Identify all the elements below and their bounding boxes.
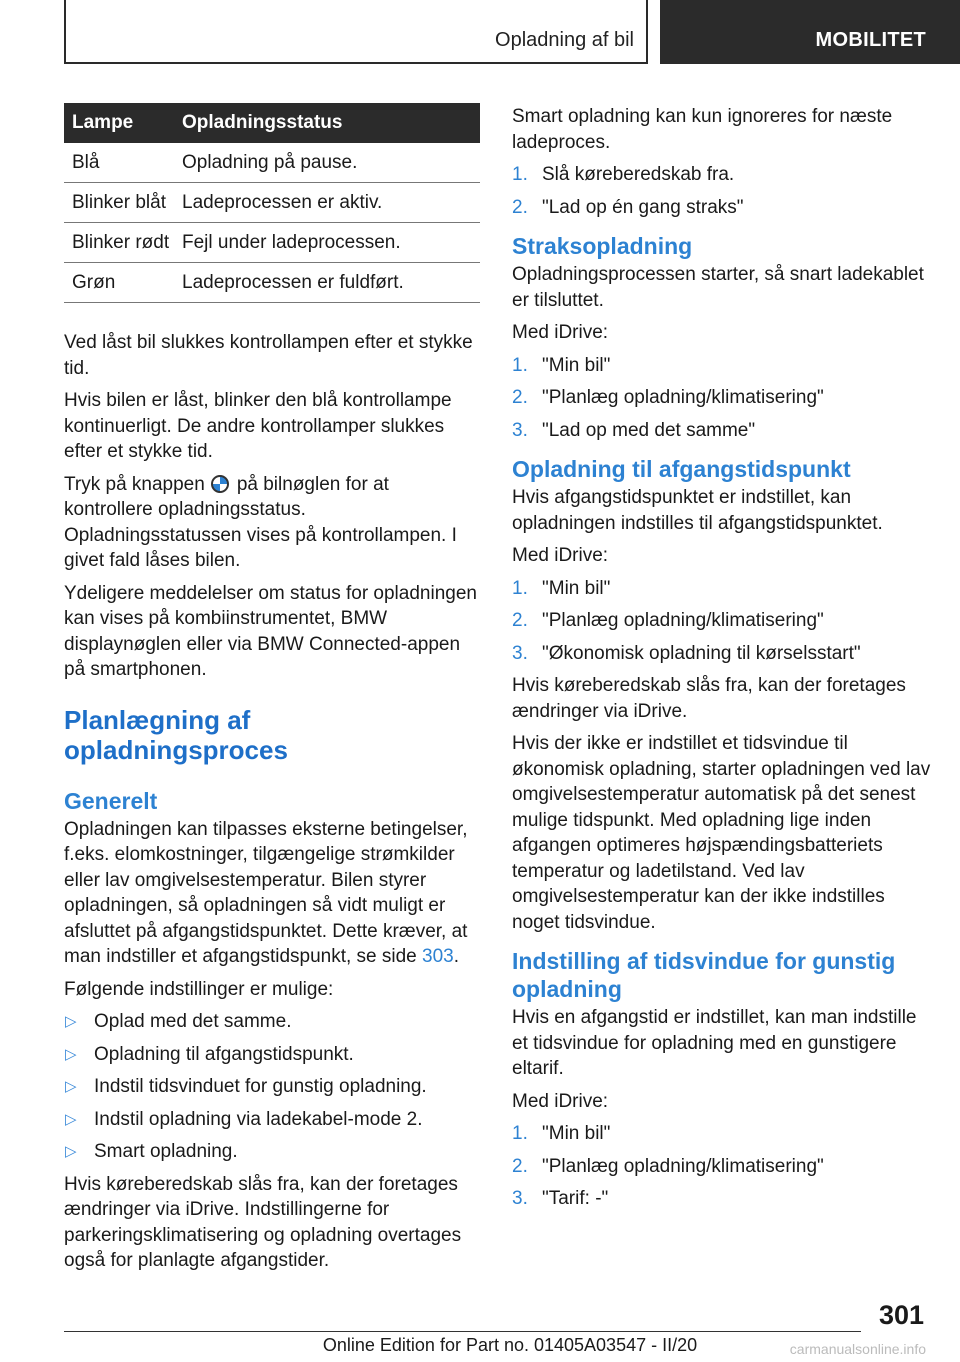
- list-item-text: "Min bil": [542, 354, 611, 376]
- page-number: 301: [878, 1300, 924, 1330]
- list-item: [64, 1074, 480, 1100]
- list-item: [512, 1186, 932, 1212]
- list-item-text: "Min bil": [542, 577, 611, 599]
- paragraph: Hvis køreberedskab slås fra, kan der foretages ændringer via iDrive. Indstillingerne for parkeringsklimatisering og opladning overtages også for planlagte afgangstider.: [64, 1173, 462, 1271]
- list-item: [512, 1121, 932, 1147]
- list-item: [512, 608, 932, 634]
- paragraph: Med iDrive:: [512, 322, 609, 343]
- list-item: [512, 385, 932, 411]
- paragraph: [64, 817, 480, 970]
- list-item-text: "Tarif: -": [542, 1188, 609, 1209]
- paragraph: [64, 472, 480, 574]
- list-item-text: "Min bil": [542, 1123, 611, 1144]
- list-item-text: Opladning til afgangstidspunkt.: [94, 1043, 354, 1065]
- step-number: 3.: [512, 419, 528, 441]
- paragraph: Med iDrive:: [512, 545, 609, 566]
- steps-list: [512, 576, 932, 667]
- table-row: [64, 223, 480, 263]
- heading-afgangstidspunkt: Opladning til afgangstidspunkt: [512, 456, 851, 482]
- list-item-text: Slå køreberedskab fra.: [542, 164, 735, 185]
- list-item-text: Smart opladning.: [94, 1141, 238, 1162]
- heading-planning: Planlægning af opladningsproces: [64, 704, 288, 765]
- table-cell: Blå: [64, 143, 182, 183]
- triangle-right-icon: ▷: [65, 1013, 77, 1030]
- step-number: 2.: [512, 610, 528, 631]
- table-cell: Fejl under ladeprocessen.: [182, 223, 480, 263]
- list-item: [512, 162, 932, 188]
- paragraph: Ydeligere meddelelser om status for opladningen kan vises på kombiinstrumentet, BMW displaynøglen eller via BMW Connected-appen på smartphonen.: [64, 582, 477, 680]
- paragraph: Følgende indstillinger er mulige:: [64, 978, 334, 1000]
- table-cell: Ladeprocessen er aktiv.: [182, 183, 480, 223]
- step-number: 3.: [512, 1188, 528, 1209]
- table-cell: Ladeprocessen er fuldført.: [182, 263, 480, 303]
- list-item: [512, 195, 932, 221]
- table-row: [64, 263, 480, 303]
- list-item-text: Oplad med det samme.: [94, 1011, 292, 1032]
- bmw-logo-icon: [211, 475, 229, 493]
- table-cell: Blinker rødt: [64, 223, 182, 263]
- section-title: Opladning af bil: [495, 29, 634, 51]
- list-item-text: "Lad op med det samme": [542, 419, 756, 441]
- list-item: [64, 1042, 480, 1068]
- list-item: [512, 641, 932, 667]
- table-header-lampe: Lampe: [64, 103, 182, 143]
- heading-tidsvindue: Indstilling af tidsvindue for gunstig opladning: [512, 948, 896, 1002]
- watermark: carmanualsonline.info: [789, 1341, 926, 1357]
- list-item: [512, 353, 932, 379]
- table-row: [64, 183, 480, 223]
- page-reference-link[interactable]: 303: [422, 946, 454, 967]
- footer-edition: Online Edition for Part no. 01405A03547 - II/20: [322, 1335, 698, 1355]
- paragraph: Opladningsprocessen starter, så snart ladekablet er tilsluttet.: [512, 264, 924, 311]
- list-item: [512, 1154, 932, 1180]
- list-item-text: "Planlæg opladning/klimatisering": [542, 387, 824, 408]
- list-item: [64, 1139, 480, 1165]
- step-number: 2.: [512, 387, 528, 408]
- header-chapter-box: [660, 0, 960, 64]
- list-item-text: "Planlæg opladning/klimatisering": [542, 1155, 824, 1177]
- right-column: [512, 104, 932, 1219]
- paragraph: Hvis afgangstidspunktet er indstillet, kan opladningen indstilles til afgangstidspunktet.: [512, 487, 883, 534]
- step-number: 1.: [512, 1123, 528, 1144]
- paragraph: Hvis køreberedskab slås fra, kan der foretages ændringer via iDrive.: [512, 675, 906, 722]
- table-cell: Blinker blåt: [64, 183, 182, 223]
- paragraph: Hvis bilen er låst, blinker den blå kontrollampe kontinuerligt. De andre kontrollamper slukkes efter et stykke tid.: [64, 390, 452, 462]
- list-item-text: Indstil opladning via ladekabel-mode 2.: [94, 1108, 423, 1130]
- paragraph-text: .: [453, 946, 460, 967]
- step-number: 2.: [512, 1155, 528, 1177]
- list-item-text: Indstil tidsvinduet for gunstig opladning.: [94, 1076, 427, 1097]
- step-number: 1.: [512, 577, 528, 599]
- list-item-text: "Planlæg opladning/klimatisering": [542, 610, 824, 631]
- heading-straksopladning: Straksopladning: [512, 233, 693, 259]
- triangle-right-icon: ▷: [65, 1078, 77, 1095]
- step-number: 1.: [512, 164, 528, 185]
- paragraph: Med iDrive:: [512, 1090, 609, 1112]
- step-number: 3.: [512, 642, 528, 664]
- list-item-text: "Økonomisk opladning til kørselsstart": [542, 642, 861, 664]
- step-number: 2.: [512, 196, 528, 218]
- list-item: [512, 418, 932, 444]
- triangle-right-icon: ▷: [65, 1110, 77, 1128]
- list-item: [64, 1107, 480, 1133]
- footer-divider: [64, 1331, 861, 1332]
- status-table: [64, 103, 480, 303]
- list-item: [512, 576, 932, 602]
- paragraph-text: Tryk på knappen: [64, 473, 205, 495]
- list-item-text: "Lad op én gang straks": [542, 196, 744, 218]
- steps-list: [512, 353, 932, 444]
- list-item: [64, 1009, 480, 1035]
- steps-list: [512, 162, 932, 220]
- chapter-title: MOBILITET: [815, 29, 926, 51]
- triangle-right-icon: ▷: [65, 1143, 77, 1160]
- header-section-box: [64, 0, 648, 64]
- paragraph: Hvis der ikke er indstillet et tidsvindue til økonomisk opladning, starter opladningen ved lav omgivelsestemperatur automatisk på det senest mulige tidspunkt. Med opladning lige inden afgangen optimeres højspændingsbatteriets temperatur og ladetilstand. Ved lav omgivelsestemperatur kan der ikke indstilles noget tidsvindue.: [512, 733, 931, 933]
- step-number: 1.: [512, 354, 528, 376]
- options-list: [64, 1009, 480, 1165]
- paragraph: Smart opladning kan kun ignoreres for næste ladeproces.: [512, 106, 893, 153]
- paragraph: Hvis en afgangstid er indstillet, kan man indstille et tidsvindue for opladning med en gunstigere eltarif.: [512, 1007, 917, 1079]
- heading-general: Generelt: [64, 787, 158, 814]
- triangle-right-icon: ▷: [65, 1045, 77, 1063]
- table-row: [64, 143, 480, 183]
- table-header-status: Opladningsstatus: [182, 103, 480, 143]
- paragraph-text: på bilnøglen for at kontrollere opladningsstatus. Opladningsstatussen vises på kontrollampen. I givet fald låses bilen.: [64, 473, 457, 571]
- paragraph: Ved låst bil slukkes kontrollampen efter et stykke tid.: [64, 332, 473, 379]
- table-header-row: [64, 103, 480, 143]
- paragraph-text: Opladningen kan tilpasses eksterne betingelser, f.eks. elomkostninger, tilgængelige strømkilder eller lav omgivelsestemperatur. Bilen styrer opladningen, så opladningen så vidt muligt er afsluttet på afgangstidspunktet. Dette kræver, at man indstiller et afgangstidspunkt, se side: [64, 818, 468, 967]
- table-cell: Opladning på pause.: [182, 143, 480, 183]
- left-column: [64, 103, 480, 1281]
- steps-list: [512, 1121, 932, 1212]
- table-cell: Grøn: [64, 263, 182, 303]
